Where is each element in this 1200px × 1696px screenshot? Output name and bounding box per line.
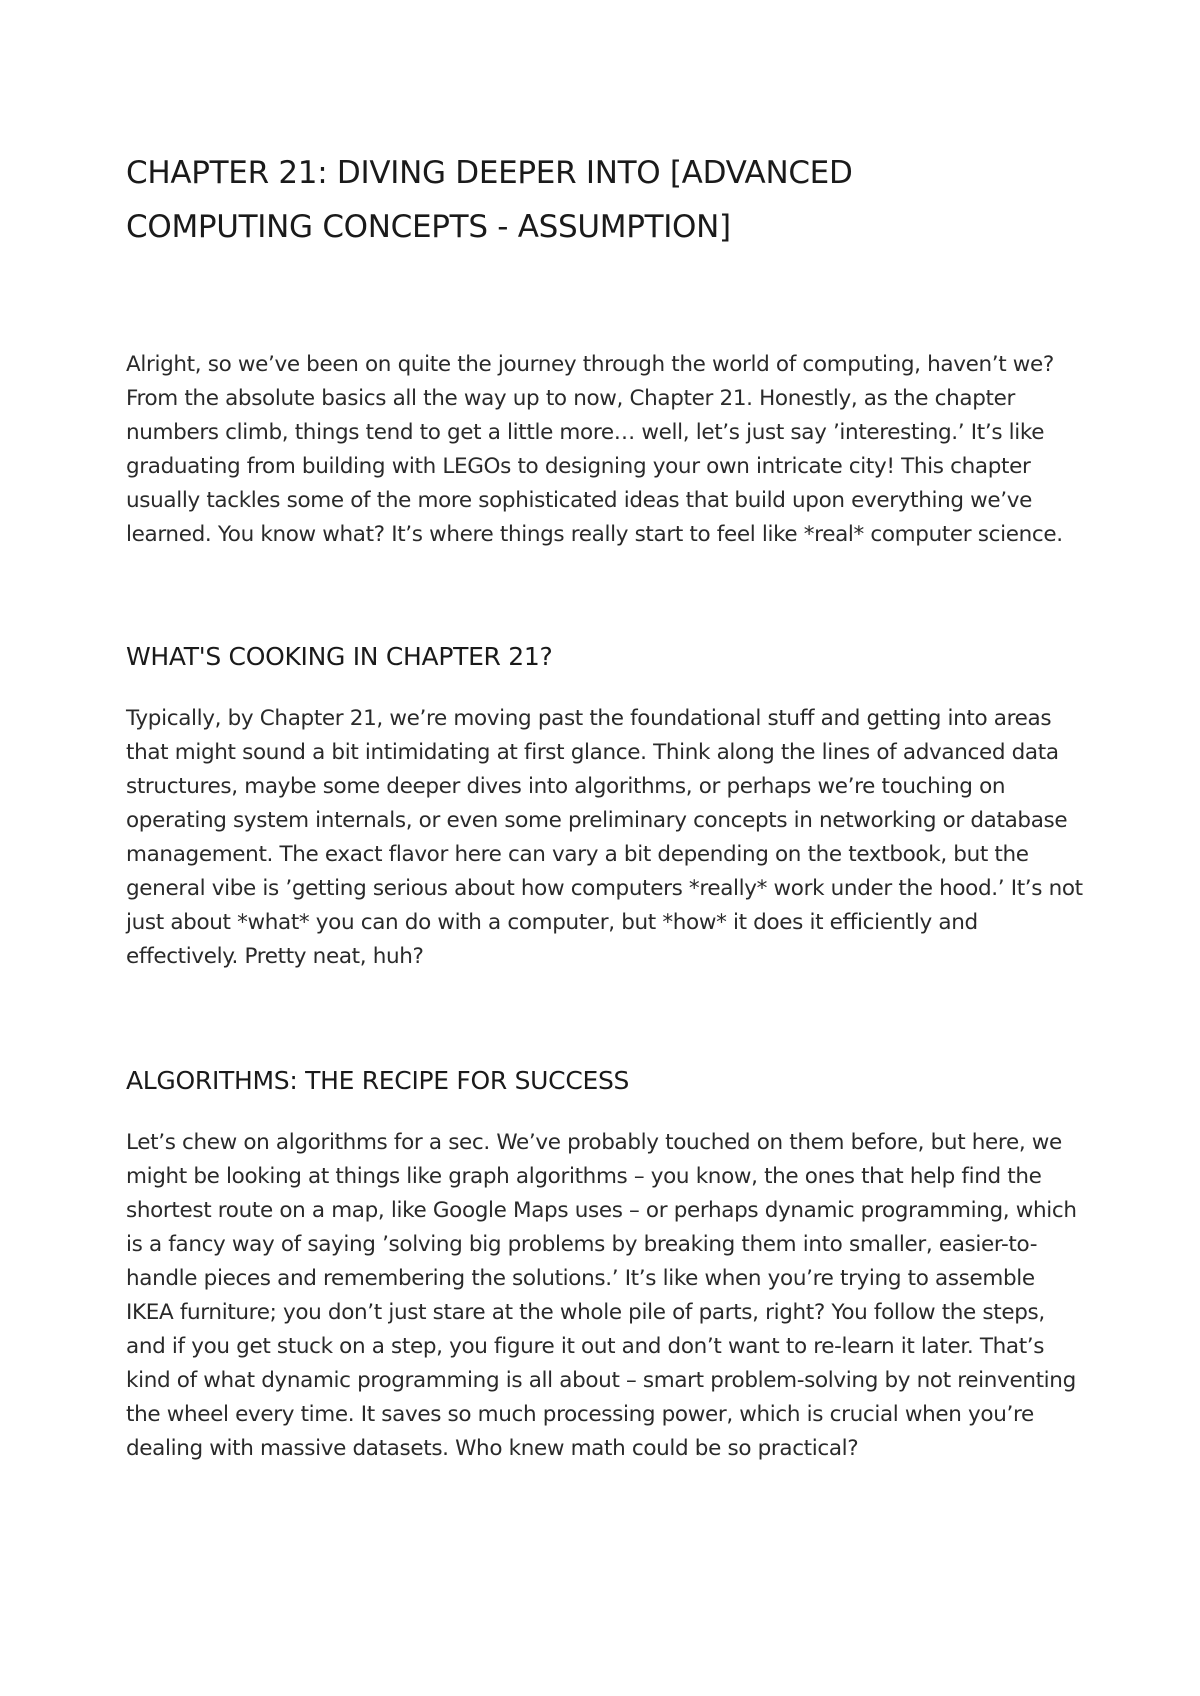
- section-heading-algorithms: ALGORITHMS: THE RECIPE FOR SUCCESS: [126, 1066, 630, 1095]
- document-page: [126, 146, 1086, 1466]
- section-paragraph-algorithms: Let’s chew on algorithms for a sec. We’ve probably touched on them before, but here, we might be looking at things like graph algorithms – you know, the ones that help find the shortest route on a map, like Google Maps uses – or perhaps dynamic programming, which is a fancy way of saying ’solving big problems by breaking them into smaller, easier-to-handle pieces and remembering the solutions.’ It’s like when you’re trying to assemble IKEA furniture; you don’t just stare at the whole pile of parts, right? You follow the steps, and if you get stuck on a step, you figure it out and don’t want to re-learn it later. That’s kind of what dynamic programming is all about – smart problem-solving by not reinventing the wheel every time. It saves so much processing power, which is crucial when you’re dealing with massive datasets. Who knew math could be so practical?: [126, 1130, 1077, 1461]
- section-paragraph-whats-cooking: Typically, by Chapter 21, we’re moving past the foundational stuff and getting into areas that might sound a bit intimidating at first glance. Think along the lines of advanced data structures, maybe some deeper dives into algorithms, or perhaps we’re touching on operating system internals, or even some preliminary concepts in networking or database management. The exact flavor here can vary a bit depending on the textbook, but the general vibe is ’getting serious about how computers *really* work under the hood.’ It’s not just about *what* you can do with a computer, but *how* it does it efficiently and effectively. Pretty neat, huh?: [126, 706, 1083, 969]
- intro-paragraph: Alright, so we’ve been on quite the journey through the world of computing, haven’t we? From the absolute basics all the way up to now, Chapter 21. Honestly, as the chapter numbers climb, things tend to get a little more… well, let’s just say ’interesting.’ It’s like graduating from building with LEGOs to designing your own intricate city! This chapter usually tackles some of the more sophisticated ideas that build upon everything we’ve learned. You know what? It’s where things really start to feel like *real* computer science.: [126, 352, 1063, 547]
- chapter-title: CHAPTER 21: DIVING DEEPER INTO [ADVANCED COMPUTING CONCEPTS - ASSUMPTION]: [126, 155, 853, 245]
- section-heading-whats-cooking: WHAT'S COOKING IN CHAPTER 21?: [126, 642, 553, 671]
